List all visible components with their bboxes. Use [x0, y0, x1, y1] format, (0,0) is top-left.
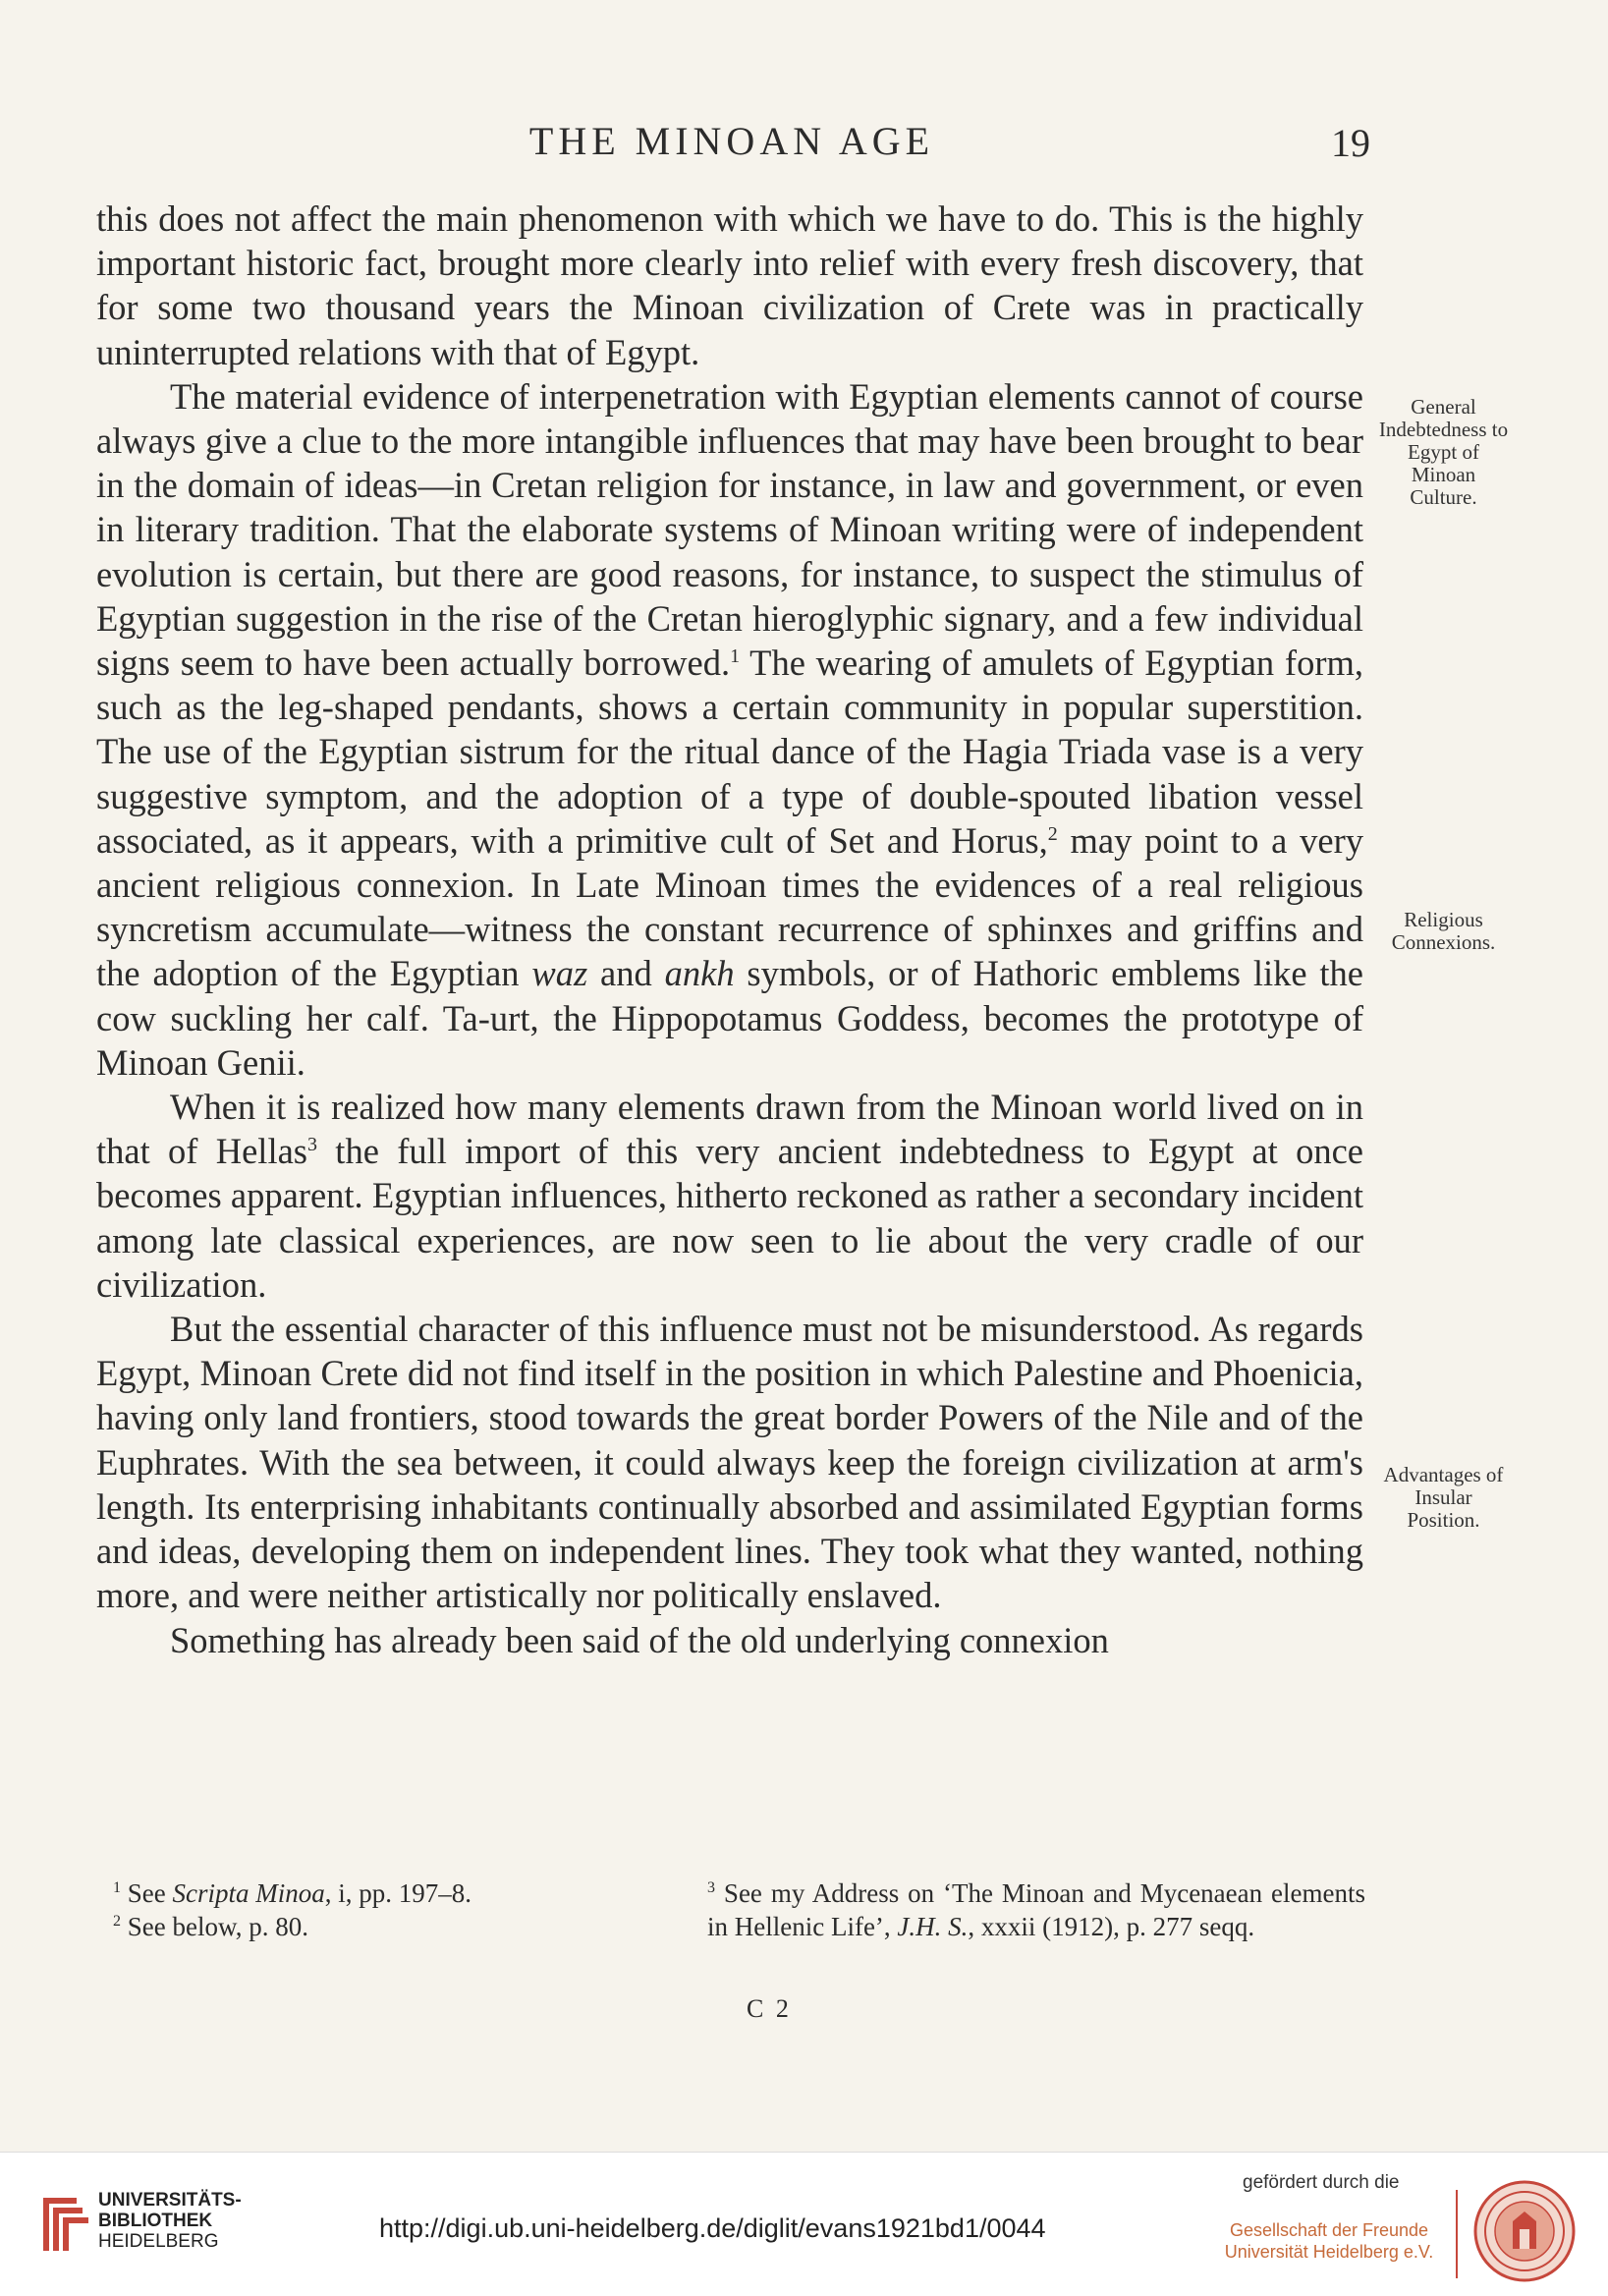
- footnote-1: [113, 1876, 663, 1910]
- paragraph-1: this does not affect the main phenomenon with which we have to do. This is the highly important historic fact, brought more clearly into relief with every fresh discovery, that for some two thousand years the Minoan civilization of Crete was in practically uninterrupted relations with that of Egypt.: [96, 198, 1363, 372]
- footnote-2-number: 2: [113, 1913, 121, 1930]
- university-library-name[interactable]: [98, 2190, 242, 2252]
- footnote-3-number: 3: [707, 1879, 715, 1896]
- sidenote-religious-connexions: Religious Connexions.: [1391, 908, 1496, 954]
- footnote-3-post: , xxxii (1912), p. 277 seqq.: [968, 1912, 1255, 1941]
- paragraph-3: [96, 1085, 1363, 1307]
- paragraph-2-text-d: symbols, or of Hathoric emblems like the cow suckling her calf. Ta-urt, the Hippopotamus Goddess, becomes the prototype of Minoan Genii.: [96, 953, 1363, 1083]
- footnote-1-title: Scripta Minoa: [172, 1878, 325, 1908]
- library-name-line-1: UNIVERSITÄTS-: [98, 2190, 242, 2211]
- signature-mark: C 2: [747, 1994, 792, 2023]
- footnote-3: [707, 1876, 1365, 1943]
- footer-divider: [1456, 2190, 1458, 2278]
- sponsor-name-line-1: Gesellschaft der Freunde: [1229, 2220, 1429, 2240]
- paragraph-3-text-b: the full import of this very ancient indebtedness to Egypt at once becomes apparent. Egyptian influences, hitherto reckoned as rather a secondary incident among late classical experiences, are now seen to lie about the very cradle of our civilization.: [96, 1131, 1363, 1305]
- footnote-1-pre: See: [127, 1878, 173, 1908]
- paragraph-4: But the essential character of this influence must not be misunderstood. As regards Egypt, Minoan Crete did not find itself in the position in which Palestine and Phoenicia, having only land frontiers, stood towards the great border Powers of the Nile and of the Euphrates. With the sea between, it could always keep the foreign civilization at arm's length. Its enterprising inhabitants continually absorbed and assimilated Egyptian forms and ideas, developing them on independent lines. They took what they wanted, nothing more, and were neither artistically nor politically enslaved.: [96, 1309, 1363, 1616]
- footer-bar: [0, 2152, 1608, 2296]
- sidenote-insular-position: Advantages of Insular Position.: [1383, 1463, 1504, 1532]
- paragraph-2-text-and: and: [587, 953, 665, 994]
- footnote-ref-2[interactable]: 2: [1047, 822, 1058, 845]
- paragraph-2-text-a: The material evidence of interpenetration with Egyptian elements cannot of course always give a clue to the more intangible influences that may have been brought to bear in the domain of ideas—in Cretan religion for instance, in law and government, or even in literary tradition. That the elaborate systems of Minoan writing were of independent evolution is certain, but there are good reasons, for instance, to suspect the stimulus of Egyptian suggestion in the rise of the Cretan hieroglyphic signary, and a few individual signs seem to have been actually borrowed.: [96, 375, 1363, 684]
- sponsor-label: gefördert durch die: [1243, 2172, 1400, 2193]
- library-name-line-3: HEIDELBERG: [98, 2231, 219, 2252]
- university-library-logo-icon[interactable]: [39, 2190, 90, 2259]
- running-title: THE MINOAN AGE: [528, 119, 935, 163]
- permalink-url[interactable]: http://digi.ub.uni-heidelberg.de/diglit/evans1921bd1/0044: [379, 2213, 1046, 2243]
- footnote-ref-1[interactable]: 1: [730, 644, 741, 667]
- paragraph-2: [96, 374, 1363, 1085]
- footnotes-left-column: [113, 1876, 663, 1943]
- paragraph-2-text-c: may point to a very ancient religious connexion. In Late Minoan times the evidences of a real religious syncretism accumulate—witness the constant recurrence of sphinxes and griffins and the adoption of the Egyptian: [96, 819, 1363, 994]
- library-name-line-2: BIBLIOTHEK: [98, 2211, 213, 2231]
- footnote-2: [113, 1910, 663, 1943]
- paragraph-3-text-a: When it is realized how many elements drawn from the Minoan world lived on in that of Hellas: [96, 1087, 1363, 1172]
- footnote-1-post: , i, pp. 197–8.: [324, 1878, 471, 1908]
- sponsor-name-line-2: Universität Heidelberg e.V.: [1224, 2242, 1434, 2262]
- footnote-3-pre: See my Address on ‘The Minoan and Mycenaean elements in Hellenic Life’,: [707, 1878, 1366, 1941]
- footnote-ref-3[interactable]: 3: [307, 1134, 317, 1156]
- page-number: 19: [1331, 121, 1370, 165]
- footnote-1-number: 1: [113, 1879, 121, 1896]
- paragraph-5: Something has already been said of the old underlying connexion: [170, 1619, 1109, 1660]
- term-ankh: ankh: [664, 953, 735, 994]
- body-text: [96, 196, 1363, 1662]
- footnotes-right-column: [707, 1876, 1365, 1943]
- footnote-3-journal: J.H. S.: [897, 1912, 969, 1941]
- sponsor-name[interactable]: [1216, 2219, 1442, 2263]
- university-seal-icon[interactable]: [1473, 2180, 1576, 2282]
- footnote-2-text: See below, p. 80.: [127, 1912, 308, 1941]
- paragraph-2-text-b: The wearing of amulets of Egyptian form, such as the leg-shaped pendants, shows a certain community in popular superstition. The use of the Egyptian sistrum for the ritual dance of the Hagia Triada vase is a very suggestive symptom, and the adoption of a type of double-spouted libation vessel associated, as it appears, with a primitive cult of Set and Horus,: [96, 643, 1363, 861]
- term-waz: waz: [531, 953, 588, 994]
- running-head: [93, 118, 1370, 167]
- sidenote-general-indebtedness: General Indebtedness to Egypt of Minoan Culture.: [1378, 395, 1509, 509]
